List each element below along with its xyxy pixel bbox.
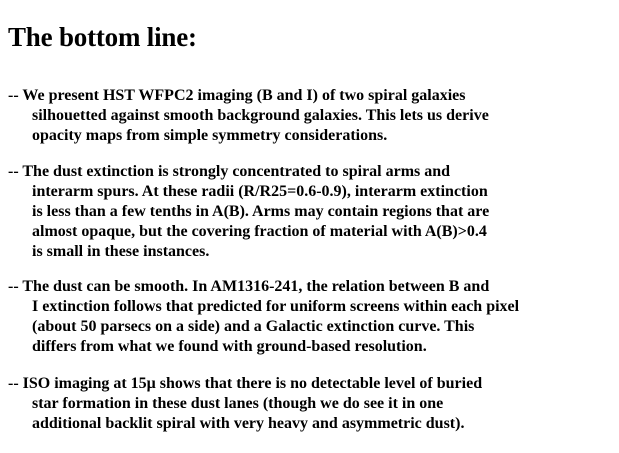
bullet-text-line: interarm spurs. At these radii (R/R25=0.6-0.9), interarm extinction: [32, 183, 488, 200]
bullet-text-line: differs from what we found with ground-based resolution.: [32, 338, 427, 355]
bullet-text-line: silhouetted against smooth background galaxies. This lets us derive: [32, 107, 489, 124]
bullet-text-line: I extinction follows that predicted for uniform screens within each pixel: [32, 298, 520, 315]
bullet-point-1: [8, 86, 613, 146]
bullet-text-line: is small in these instances.: [32, 243, 210, 260]
bullet-text-line: almost opaque, but the covering fraction of material with A(B)>0.4: [32, 223, 487, 240]
bullet-point-3: [8, 277, 613, 357]
bullet-text-line: -- ISO imaging at 15μ shows that there is no detectable level of buried: [8, 375, 483, 392]
bullet-text-line: star formation in these dust lanes (though we do see it in one: [32, 395, 444, 412]
bullet-point-4: [8, 374, 613, 434]
bullet-text-line: -- The dust can be smooth. In AM1316-241, the relation between B and: [8, 278, 490, 295]
bullet-text-line: additional backlit spiral with very heavy and asymmetric dust).: [32, 415, 465, 432]
bullet-text-line: opacity maps from simple symmetry considerations.: [32, 127, 388, 144]
bullet-text-line: (about 50 parsecs on a side) and a Galactic extinction curve. This: [32, 318, 475, 335]
bullet-text-line: -- We present HST WFPC2 imaging (B and I) of two spiral galaxies: [8, 87, 466, 104]
page-title: The bottom line:: [8, 22, 197, 52]
bullet-text-line: -- The dust extinction is strongly concentrated to spiral arms and: [8, 163, 451, 180]
bullet-text-line: is less than a few tenths in A(B). Arms may contain regions that are: [32, 203, 490, 220]
bullet-point-2: [8, 162, 613, 262]
